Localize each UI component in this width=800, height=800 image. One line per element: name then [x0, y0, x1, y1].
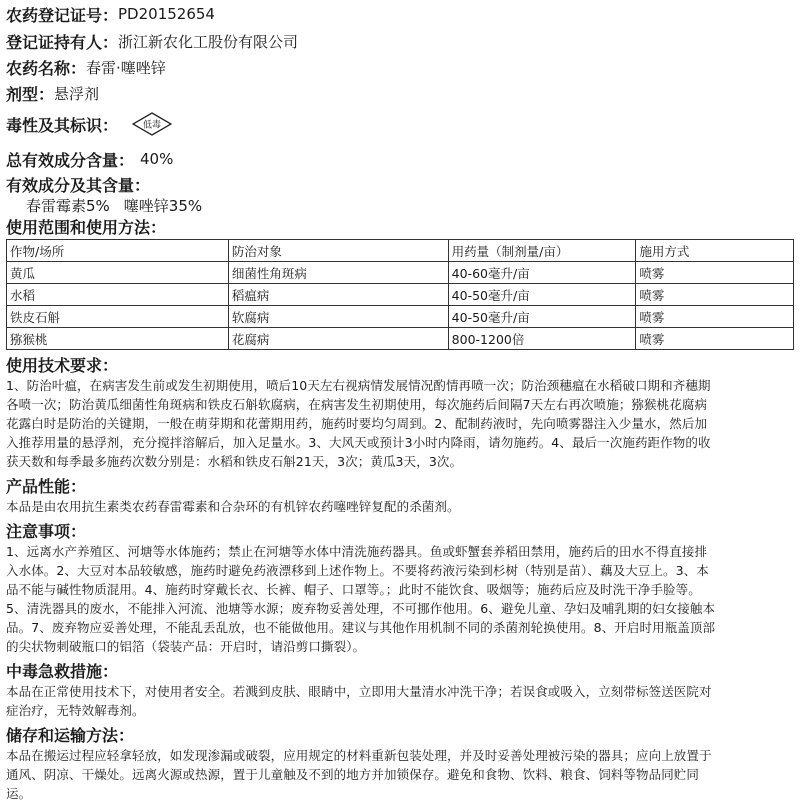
ingredient-zinc-thiazole: 噻唑锌35% — [123, 196, 203, 215]
precautions-line: 品。7、废弃物应妥善处理，不能乱丢乱放，也不能做他用。建议与其他作用机制不同的杀菌剂轮换使用。8、开启时用瓶盖顶部 — [6, 620, 716, 635]
cell-dosage: 40-50毫升/亩 — [448, 284, 636, 306]
precautions-line: 入水体。2、大豆对本品较敏感，施药时避免药液漂移到上述作物上。不要将药液污染到杉树（特别是苗）、藕及大豆上。3、本 — [6, 563, 709, 578]
first-aid-section-title: 中毒急救措施： — [6, 662, 119, 681]
registration-number-row — [6, 0, 794, 28]
toxicity-row — [6, 106, 794, 142]
precautions-line: 品不能与碱性物质混用。4、施药时穿戴长衣、长裤、帽子、口罩等。；此时不能饮食、吸烟等；施药后应及时洗干净手脸等。 — [6, 582, 701, 597]
storage-section-title: 储存和运输方法： — [6, 726, 135, 745]
technique-paragraph — [6, 376, 794, 471]
technique-section-title: 使用技术要求： — [6, 356, 119, 375]
total-content-row — [6, 144, 794, 174]
precautions-paragraph — [6, 542, 794, 656]
storage-paragraph — [6, 746, 794, 800]
technique-line: 花露白时是防治的关键期，一般在萌芽期和花蕾期用药，施药时要均匀周到。2、配制药液时，先向喷雾器注入少量水，然后加 — [6, 416, 708, 431]
registration-holder-row — [6, 28, 794, 54]
table-row — [7, 262, 794, 284]
low-toxicity-diamond-icon — [132, 112, 172, 136]
first-aid-paragraph — [6, 682, 794, 720]
technique-line: 入推荐用量的悬浮剂，充分搅拌溶解后，加入足量水。3、大风天或预计3小时内降雨，请勿施药。4、最后一次施药距作物的收 — [6, 435, 711, 450]
pesticide-name-row — [6, 54, 794, 80]
cell-dosage: 800-1200倍 — [448, 328, 636, 350]
first-aid-line: 本品在正常使用技术下，对使用者安全。若溅到皮肤、眼睛中，立即用大量清水冲洗干净；若误食或吸入，立刻带标签送医院对 — [6, 684, 712, 699]
cell-target: 稻瘟病 — [228, 284, 448, 306]
table-row — [7, 306, 794, 328]
cell-target: 花腐病 — [228, 328, 448, 350]
usage-section-title: 使用范围和使用方法： — [6, 218, 167, 237]
pesticide-name-label: 农药名称： — [6, 58, 87, 78]
performance-line: 本品是由农用抗生素类农药春雷霉素和合杂环的有机锌农药噻唑锌复配的杀菌剂。 — [6, 499, 460, 514]
cell-method: 喷雾 — [636, 284, 794, 306]
formulation-row — [6, 80, 794, 106]
ingredients-values-row — [6, 194, 794, 216]
registration-number-label: 农药登记证号： — [6, 5, 119, 25]
ingredient-kasugamycin: 春雷霉素5% — [26, 196, 110, 215]
formulation-label: 剂型： — [6, 84, 55, 104]
technique-line: 各喷一次；防治黄瓜细菌性角斑病和铁皮石斛软腐病，在病害发生初期使用，每次施药后间隔7天左右再次喷施；猕猴桃花腐病 — [6, 397, 708, 412]
ingredients-label: 有效成分及其含量： — [6, 175, 151, 195]
cell-dosage: 40-50毫升/亩 — [448, 306, 636, 328]
cell-crop: 猕猴桃 — [7, 328, 229, 350]
performance-section-title: 产品性能： — [6, 477, 87, 496]
cell-method: 喷雾 — [636, 306, 794, 328]
header-target: 防治对象 — [228, 240, 448, 262]
registration-holder-label: 登记证持有人： — [6, 32, 119, 52]
pesticide-name-value: 春雷·噻唑锌 — [86, 58, 166, 77]
ingredients-title-row — [6, 174, 794, 194]
cell-crop: 水稻 — [7, 284, 229, 306]
technique-line: 获天数和每季最多施药次数分别是：水稻和铁皮石斛21天，3次；黄瓜3天，3次。 — [6, 454, 463, 469]
total-content-value: 40% — [140, 150, 174, 168]
first-aid-line: 症治疗，无特效解毒剂。 — [6, 703, 145, 718]
storage-line: 本品在搬运过程应轻拿轻放，如发现渗漏或破裂，应用规定的材料重新包装处理，并及时妥善处理被污染的器具；应向上放置于 — [6, 748, 712, 763]
toxicity-badge-text: 低毒 — [143, 120, 162, 131]
usage-table — [6, 239, 794, 350]
registration-number-value: PD20152654 — [118, 5, 215, 23]
cell-crop: 铁皮石斛 — [7, 306, 229, 328]
header-method: 施用方式 — [636, 240, 794, 262]
cell-target: 细菌性角斑病 — [228, 262, 448, 284]
total-content-label: 总有效成分含量： — [6, 150, 135, 170]
header-dosage: 用药量（制剂量/亩） — [448, 240, 636, 262]
performance-paragraph — [6, 497, 794, 516]
storage-line: 运。 — [6, 786, 32, 800]
precautions-line: 的尖状物刺破瓶口的铝箔（袋装产品：开启时，请沿剪口撕裂）。 — [6, 639, 366, 654]
cell-dosage: 40-60毫升/亩 — [448, 262, 636, 284]
cell-method: 喷雾 — [636, 328, 794, 350]
registration-holder-value: 浙江新农化工股份有限公司 — [118, 32, 299, 51]
precautions-section-title: 注意事项： — [6, 522, 87, 541]
cell-crop: 黄瓜 — [7, 262, 229, 284]
table-row — [7, 284, 794, 306]
precautions-line: 5、清洗器具的废水，不能排入河流、池塘等水源；废弃物妥善处理，不可挪作他用。6、避免儿童、孕妇及哺乳期的妇女接触本 — [6, 601, 716, 616]
cell-target: 软腐病 — [228, 306, 448, 328]
storage-line: 通风、阴凉、干燥处。远离火源或热源，置于儿童触及不到的地方并加锁保存。避免和食物、饮料、粮食、饲料等物品同贮同 — [6, 767, 700, 782]
toxicity-label: 毒性及其标识： — [6, 115, 119, 135]
formulation-value: 悬浮剂 — [54, 84, 100, 103]
table-row — [7, 328, 794, 350]
header-crop: 作物/场所 — [7, 240, 229, 262]
cell-method: 喷雾 — [636, 262, 794, 284]
precautions-line: 1、远离水产养殖区、河塘等水体施药；禁止在河塘等水体中清洗施药器具。鱼或虾蟹套养稻田禁用，施药后的田水不得直接排 — [6, 544, 708, 559]
usage-table-header — [7, 240, 794, 262]
technique-line: 1、防治叶瘟，在病害发生前或发生初期使用，喷后10天左右视病情发展情况酌情再喷一次；防治颈穗瘟在水稻破口期和齐穗期 — [6, 378, 711, 393]
